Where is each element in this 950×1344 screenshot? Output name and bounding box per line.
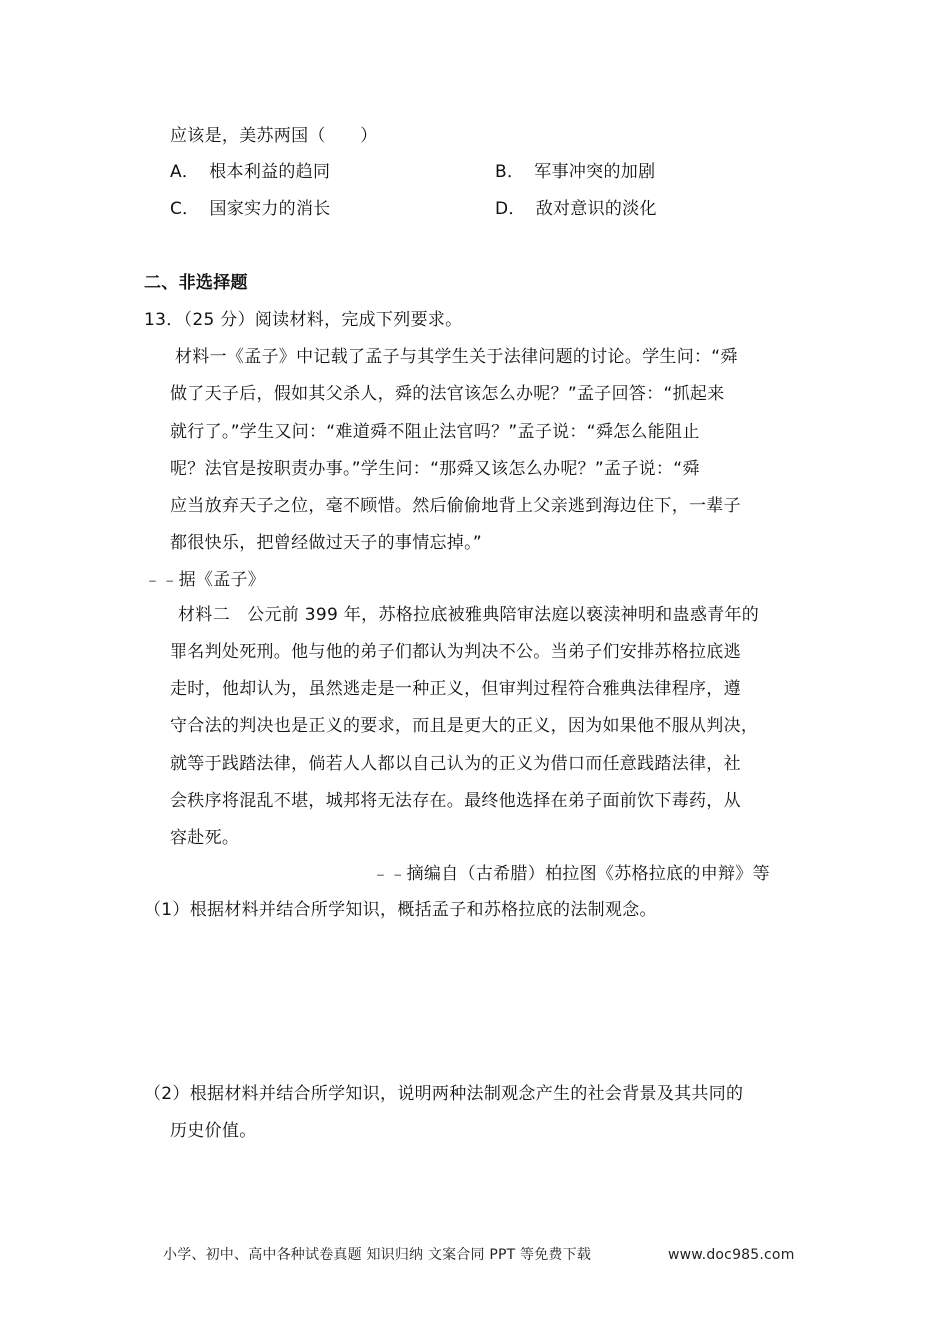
- option-text: 国家实力的消长: [209, 199, 331, 219]
- material2-line: 容赴死。: [170, 828, 240, 848]
- material2-line: 会秩序将混乱不堪，城邦将无法存在。最终他选择在弟子面前饮下毒药，从: [170, 791, 741, 811]
- q12-option-c: [170, 197, 331, 221]
- q12-stem-tail: 应该是，美苏两国（ ）: [170, 126, 378, 146]
- material1-line: 应当放弃天子之位，毫不顾惜。然后偷偷地背上父亲逃到海边住下，一辈子: [170, 496, 741, 516]
- material1-line: 就行了。”学生又问：“难道舜不阻止法官吗？”孟子说：“舜怎么能阻止: [170, 422, 700, 442]
- option-letter: B．: [495, 162, 525, 182]
- sub-question-1: （1）根据材料并结合所学知识，概括孟子和苏格拉底的法制观念。: [144, 900, 657, 920]
- footer-url[interactable]: www.doc985.com: [668, 1247, 795, 1263]
- q12-option-d: [495, 197, 657, 221]
- material1-source: ﹣﹣据《孟子》: [144, 570, 266, 590]
- material2-source: ﹣﹣摘编自（古希腊）柏拉图《苏格拉底的申辩》等: [372, 864, 770, 884]
- footer-text: 小学、初中、高中各种试卷真题 知识归纳 文案合同 PPT 等免费下载: [163, 1247, 592, 1263]
- q13-header: 13．（25 分）阅读材料，完成下列要求。: [144, 310, 463, 330]
- sub-question-2: （2）根据材料并结合所学知识，说明两种法制观念产生的社会背景及其共同的: [144, 1084, 744, 1104]
- option-text: 军事冲突的加剧: [534, 162, 656, 182]
- option-letter: C．: [170, 199, 200, 219]
- material2-line: 走时，他却认为，虽然逃走是一种正义，但审判过程符合雅典法律程序，遵: [170, 679, 741, 699]
- option-text: 根本利益的趋同: [209, 162, 331, 182]
- material1-line: 呢？法官是按职责办事。”学生问：“那舜又该怎么办呢？”孟子说：“舜: [170, 459, 700, 479]
- material2-line: 守合法的判决也是正义的要求，而且是更大的正义，因为如果他不服从判决，: [170, 716, 759, 736]
- material2-line: 就等于践踏法律，倘若人人都以自己认为的正义为借口而任意践踏法律，社: [170, 754, 741, 774]
- material1-line: 做了天子后，假如其父杀人，舜的法官该怎么办呢？”孟子回答：“抓起来: [170, 384, 725, 404]
- material2-line: 材料二 公元前 399 年，苏格拉底被雅典陪审法庭以亵渎神明和蛊惑青年的: [178, 605, 760, 625]
- option-letter: D．: [495, 199, 526, 219]
- sub-question-2-continued: 历史价值。: [170, 1121, 257, 1141]
- q12-option-a: [170, 160, 330, 184]
- material1-line: 都很快乐，把曾经做过天子的事情忘掉。”: [170, 533, 483, 553]
- q12-option-b: [495, 160, 655, 184]
- option-text: 敌对意识的淡化: [535, 199, 657, 219]
- option-letter: A．: [170, 162, 200, 182]
- material2-line: 罪名判处死刑。他与他的弟子们都认为判决不公。当弟子们安排苏格拉底逃: [170, 642, 741, 662]
- material1-line: 材料一《孟子》中记载了孟子与其学生关于法律问题的讨论。学生问：“舜: [175, 347, 738, 367]
- section-title: 二、非选择题: [144, 273, 248, 293]
